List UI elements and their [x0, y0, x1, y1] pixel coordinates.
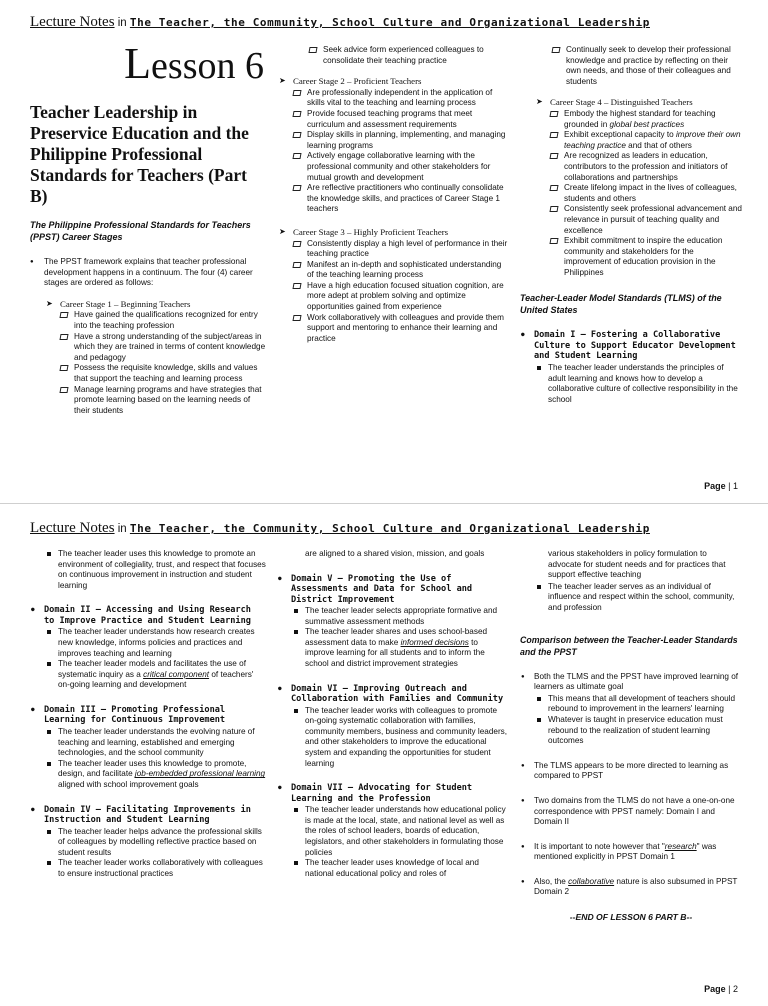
list-item: The teacher leader uses this knowledge to promote an environment of collegiality, trust, and respect that focuses on continuous improvement in instruction and student learning — [46, 549, 266, 591]
list-item: The teacher leader uses this knowledge to promote, design, and facilitate job-embedded professional learning aligned with school improvement goals — [46, 759, 266, 791]
running-header — [30, 14, 650, 31]
list-item-continued: various stakeholders in policy formulation to advocate for student needs and for practices that support effective teaching — [548, 549, 726, 580]
list-item: Are reflective practitioners who continually consolidate the knowledge skills, and practices of Career Stage 1 teachers — [293, 183, 509, 215]
list-item: Exhibit commitment to inspire the education community and stakeholders for the improvement of education provision in the Philippines — [550, 236, 742, 278]
domain-3-items — [46, 727, 266, 791]
domain-7-items — [293, 805, 509, 879]
list-item: Have gained the qualifications recognized for entry into the teaching profession — [60, 310, 266, 331]
list-item: Continually seek to develop their professional knowledge and practice by reflecting on their own needs, and those of their colleagues and students — [552, 45, 742, 87]
list-item: Seek advice form experienced colleagues to consolidate their teaching practice — [309, 45, 509, 66]
stage-3-title: ➤ Career Stage 3 – Highly Proficient Teachers — [277, 227, 509, 238]
list-item: Whatever is taught in preservice education must rebound to the realization of student learning outcomes — [536, 715, 742, 747]
list-item: The teacher leader understands the principles of adult learning and knows how to develop a collaborative culture of collective responsibility in the school — [536, 363, 742, 405]
page-2 — [0, 503, 768, 1006]
list-item: Exhibit exceptional capacity to improve their own teaching practice and that of others — [550, 130, 742, 151]
domain-6-items — [293, 706, 509, 770]
comparison-point: ● It is important to note however that "research" was mentioned explicitly in PPST Domain 1 — [520, 842, 742, 863]
header-label: Lecture Notes — [30, 14, 115, 30]
list-item: The teacher leader models and facilitates the use of systematic inquiry as a critical component of teachers' on-going learning and development — [46, 659, 266, 691]
comparison-point: ● Also, the collaborative nature is also subsumed in PPST Domain 2 — [520, 877, 742, 898]
comparison-subpoints — [536, 694, 742, 747]
stage-1-items — [60, 310, 266, 416]
column-1 — [30, 548, 266, 879]
list-item: The teacher leader helps advance the professional skills of colleagues by modelling reflective practice based on student results — [46, 827, 266, 859]
list-item: The teacher leader works with colleagues to promote on-going systematic collaboration with families, community members, business and community leaders, and other stakeholders to improve the educational system and expanding the opportunities for student learning — [293, 706, 509, 770]
column-3 — [520, 44, 742, 405]
list-item: The teacher leader understands how educational policy is made at the local, state, and national level as well as the roles of school leaders, boards of education, legislators, and other stakeholders in formulating those policies — [293, 805, 509, 858]
comparison-point: ● The TLMS appears to be more directed to learning as compared to PPST — [520, 761, 742, 782]
list-item: Provide focused teaching programs that meet curriculum and assessment requirements — [293, 109, 509, 130]
list-item: Possess the requisite knowledge, skills and values that support the teaching and learning process — [60, 363, 266, 384]
list-item: Embody the highest standard for teaching grounded in global best practices — [550, 109, 742, 130]
domain-1-items-cont — [46, 549, 266, 591]
ppst-heading: The Philippine Professional Standards for Teachers (PPST) Career Stages — [30, 220, 251, 242]
list-item: Consistently seek professional advancement and relevance in pursuit of teaching quality and excellence — [550, 204, 742, 236]
stage-4-title: ➤ Career Stage 4 – Distinguished Teachers — [534, 97, 742, 108]
running-header — [30, 520, 650, 537]
list-item: Have a high education focused situation cognition, are more adept at problem solving and optimize opportunities gained from experience — [293, 281, 509, 313]
domain-3-title: ● Domain III – Promoting Professional Learning for Continuous Improvement — [30, 705, 266, 726]
stage-2-title: ➤ Career Stage 2 – Proficient Teachers — [277, 76, 509, 87]
part-title: Teacher Leadership in Preservice Education and the Philippine Professional Standards for Teachers (Part B) — [30, 102, 249, 206]
list-item: The teacher leader uses knowledge of local and national educational policy and roles of — [293, 858, 509, 879]
stage-4-items — [550, 109, 742, 279]
list-item: Create lifelong impact in the lives of colleagues, students and others — [550, 183, 742, 204]
domain-5-items — [293, 606, 509, 670]
stage-3-items — [293, 239, 509, 345]
domain-4-title: ● Domain IV – Facilitating Improvements in Instruction and Student Learning — [30, 805, 266, 826]
stage-1-title: ➤ Career Stage 1 – Beginning Teachers — [44, 299, 266, 310]
header-title: The Teacher, the Community, School Culture and Organizational Leadership — [129, 522, 650, 535]
column-2 — [277, 548, 509, 879]
header-in: in — [117, 17, 127, 29]
domain-4-items-cont — [305, 549, 509, 560]
domain-2-items — [46, 627, 266, 691]
list-item: The teacher leader serves as an individual of influence and respect within the school, community, and profession — [536, 582, 742, 614]
list-item-continued: are aligned to a shared vision, mission, and goals — [305, 549, 485, 558]
tlms-heading: Teacher-Leader Model Standards (TLMS) of the United States — [520, 293, 722, 316]
lesson-title: Lesson 6 — [124, 39, 264, 88]
page-number: Page | 1 — [704, 481, 738, 491]
list-item: The teacher leader selects appropriate formative and summative assessment methods — [293, 606, 509, 627]
list-item: Manifest an in-depth and sophisticated understanding of the teaching learning process — [293, 260, 509, 281]
domain-5-title: ● Domain V – Promoting the Use of Assessments and Data for School and District Improvement — [277, 574, 509, 606]
domain-2-title: ● Domain II – Accessing and Using Research to Improve Practice and Student Learning — [30, 605, 266, 626]
list-item: Are professionally independent in the application of skills vital to the teaching and learning process — [293, 88, 509, 109]
ppst-intro: ● The PPST framework explains that teacher professional development happens in a continuum. The four (4) career stages are ordered as follows: — [30, 257, 266, 289]
list-item: Display skills in planning, implementing, and managing learning programs — [293, 130, 509, 151]
list-item: Manage learning programs and have strategies that promote learning based on the learning needs of their students — [60, 385, 266, 417]
column-2 — [277, 44, 509, 344]
page-number: Page | 2 — [704, 984, 738, 994]
list-item: Are recognized as leaders in education, contributors to the profession and initiators of collaborations and partnerships — [550, 151, 742, 183]
header-label: Lecture Notes — [30, 520, 115, 536]
domain-7-items-more — [536, 582, 742, 614]
end-note: --END OF LESSON 6 PART B-- — [569, 912, 693, 923]
list-item: The teacher leader works collaboratively with colleagues to ensure instructional practices — [46, 858, 266, 879]
list-item: Work collaboratively with colleagues and provide them support and mentoring to enhance their learning and practice — [293, 313, 509, 345]
domain-4-items — [46, 827, 266, 880]
list-item: Have a strong understanding of the subject/areas in which they are trained in terms of content knowledge and pedagogy — [60, 332, 266, 364]
list-item: Consistently display a high level of performance in their teaching practice — [293, 239, 509, 260]
stage-2-items — [293, 88, 509, 215]
domain-6-title: ● Domain VI – Improving Outreach and Collaboration with Families and Community — [277, 684, 509, 705]
list-item: This means that all development of teachers should rebound to improvement in the learners' learning — [536, 694, 742, 715]
header-title: The Teacher, the Community, School Culture and Organizational Leadership — [129, 16, 650, 29]
domain-7-items-cont — [548, 549, 742, 581]
list-item: The teacher leader shares and uses school-based assessment data to make informed decisions to improve learning for all students and to inform the school and district improvement strategies — [293, 627, 509, 669]
domain-1-items — [536, 363, 742, 405]
comparison-point: ● Both the TLMS and the PPST have improved learning of learners as ultimate goal — [520, 672, 742, 693]
domain-7-title: ● Domain VII – Advocating for Student Learning and the Profession — [277, 783, 509, 804]
comparison-point: ● Two domains from the TLMS do not have a one-on-one correspondence with PPST namely: Domain I and Domain II — [520, 796, 742, 828]
header-in: in — [117, 523, 127, 535]
column-1 — [30, 39, 266, 416]
column-3 — [520, 548, 742, 923]
domain-1-title: ● Domain I – Fostering a Collaborative Culture to Support Educator Development and Student Learning — [520, 330, 742, 362]
stage-3-items-cont — [552, 45, 742, 87]
stage-1-items-cont — [309, 45, 509, 66]
list-item: The teacher leader understands the evolving nature of teaching and learning, established and emerging technologies, and the school community — [46, 727, 266, 759]
list-item: Actively engage collaborative learning with the professional community and other stakeholders for mutual growth and development — [293, 151, 509, 183]
list-item: The teacher leader understands how research creates new knowledge, informs policies and practices and improves teaching and learning — [46, 627, 266, 659]
comparison-heading: Comparison between the Teacher-Leader Standards and the PPST — [520, 634, 738, 657]
